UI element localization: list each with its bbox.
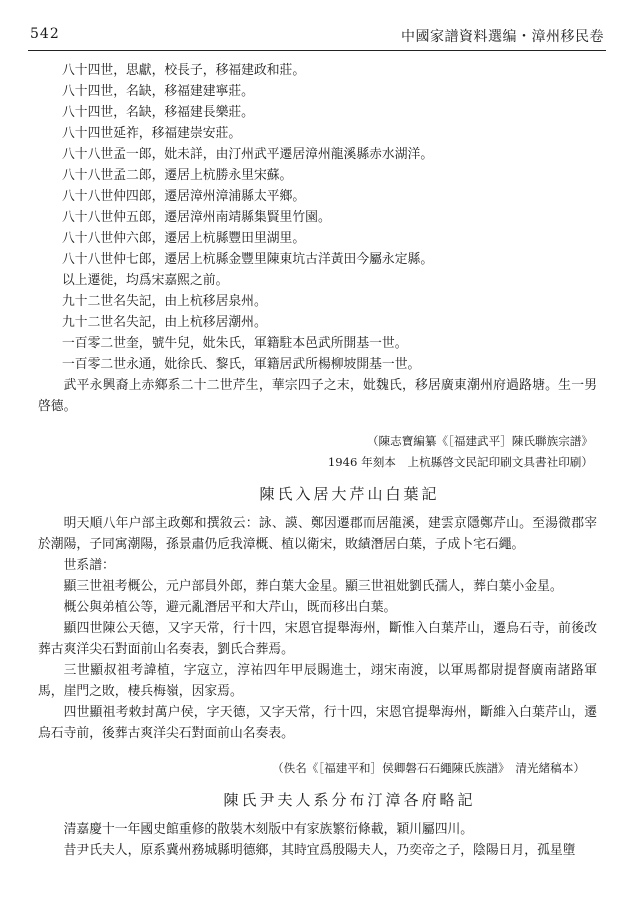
section-title: 陳氏入居大芹山白葉記 bbox=[259, 485, 440, 503]
page-number: 542 bbox=[30, 26, 60, 42]
body-paragraph: 顯四世陳公天德，又字天常，行十四，宋恩官提舉海州，斷惟入白葉芹山，遷烏石寺，前後改葬古爽洋尖石對面前山名奏表，劉氏合葬焉。 bbox=[38, 621, 597, 657]
list-line: 一百零二世奎，號牛兒，妣朱氏，軍籍駐本邑武所開基一世。 bbox=[62, 336, 408, 351]
body-paragraph: 三世顯叔祖考諱植，字寇立，淳祐四年甲辰賜進士，翊宋南渡，以軍馬都尉提督廣南諸路軍馬，崖門之敗，棲兵梅嶺，因家焉。 bbox=[38, 663, 597, 699]
list-line: 八十八世仲五郎，遷居漳州南靖縣集賢里竹園。 bbox=[62, 210, 331, 225]
body-paragraph: 昔尹氏夫人，原系冀州務城縣明德鄉，其時宜爲殷陽夫人，乃奕帝之子，陰陽日月，孤星墮 bbox=[63, 843, 576, 858]
genealogy-heading: 世系譜： bbox=[63, 558, 115, 573]
list-line: 八十四世，名缺，移福建建寧莊。 bbox=[62, 84, 254, 99]
section-title: 陳氏尹夫人系分布汀漳各府略記 bbox=[223, 791, 476, 809]
list-line: 八十四世，思獻，校長子，移福建政和莊。 bbox=[62, 63, 306, 78]
page-header bbox=[28, 24, 606, 51]
list-line: 八十八世孟二郎，遷居上杭勝永里宋蘇。 bbox=[62, 168, 293, 183]
section-body bbox=[38, 819, 597, 861]
list-line: 以上遷徙，均爲宋嘉熙之前。 bbox=[62, 273, 229, 288]
list-line: 八十八世仲四郎，遷居漳州漳浦縣太平鄉。 bbox=[62, 189, 306, 204]
section-intro: 明天順八年户部主政鄭和撰敘云：詠、謨、鄭因遷郡而居龍溪，建雲京隱鄭芹山。至湯微郡宰於潮陽，子同寓潮陽，孫景肅仍卮我漳概、植以衛宋，敗績潛居白葉，子成卜宅石繩。 bbox=[38, 516, 597, 552]
closing-paragraph: 武平永興裔上赤鄉系二十二世芹生，華宗四子之末，妣魏氏，移居廣東潮州府過路塘。生一男啓德。 bbox=[38, 378, 597, 414]
list-line: 八十八世仲七郎，遷居上杭縣金豐里陳東坑古洋黃田今屬永定縣。 bbox=[62, 252, 434, 267]
list-line: 八十四世延祚，移福建崇安莊。 bbox=[62, 126, 242, 141]
migration-list bbox=[62, 60, 597, 375]
page-body bbox=[38, 60, 597, 861]
source-citation: （佚名《［福建平和］侯卿磐石石繩陳氏族譜》 清光緒稿本） bbox=[271, 761, 585, 775]
list-line: 八十四世，名缺，移福建長樂莊。 bbox=[62, 105, 254, 120]
list-line: 九十二世名失記，由上杭移居潮州。 bbox=[62, 315, 267, 330]
section-body bbox=[38, 513, 597, 744]
body-paragraph: 四世顯祖考敕封萬户侯，字天德，又字天常，行十四，宋恩官提舉海州，斷維入白葉芹山，遷烏石寺前，後葬古爽洋尖石對面前山名奏表。 bbox=[38, 705, 597, 741]
body-paragraph: 清嘉慶十一年國史館重修的散裝木刻版中有家族繁衍條載，穎川屬四川。 bbox=[63, 822, 474, 837]
source-citation-detail: 1946 年刻本 上杭縣啓文民記印刷文具書社印刷） bbox=[327, 455, 593, 469]
body-paragraph: 概公與弟植公等，避元亂潛居平和大芹山，既而移出白葉。 bbox=[63, 600, 397, 615]
body-paragraph: 顯三世祖考概公，元户部員外郎，葬白葉大金星。顯三世祖妣劉氏孺人，葬白葉小金星。 bbox=[63, 579, 563, 594]
list-line: 九十二世名失記，由上杭移居泉州。 bbox=[62, 294, 267, 309]
book-title: 中國家譜資料選编・漳州移民卷 bbox=[401, 29, 604, 45]
source-citation: （陳志寶編纂《［福建武平］陳氏聯族宗譜》 bbox=[366, 434, 593, 448]
list-line: 八十八世孟一郎，妣未詳，由汀州武平遷居漳州龍溪縣赤水湖洋。 bbox=[62, 147, 434, 162]
list-line: 八十八世仲六郎，遷居上杭縣豐田里湖里。 bbox=[62, 231, 306, 246]
list-line: 一百零二世永通，妣徐氏、黎氏，軍籍居武所楊柳坡開基一世。 bbox=[62, 357, 421, 372]
